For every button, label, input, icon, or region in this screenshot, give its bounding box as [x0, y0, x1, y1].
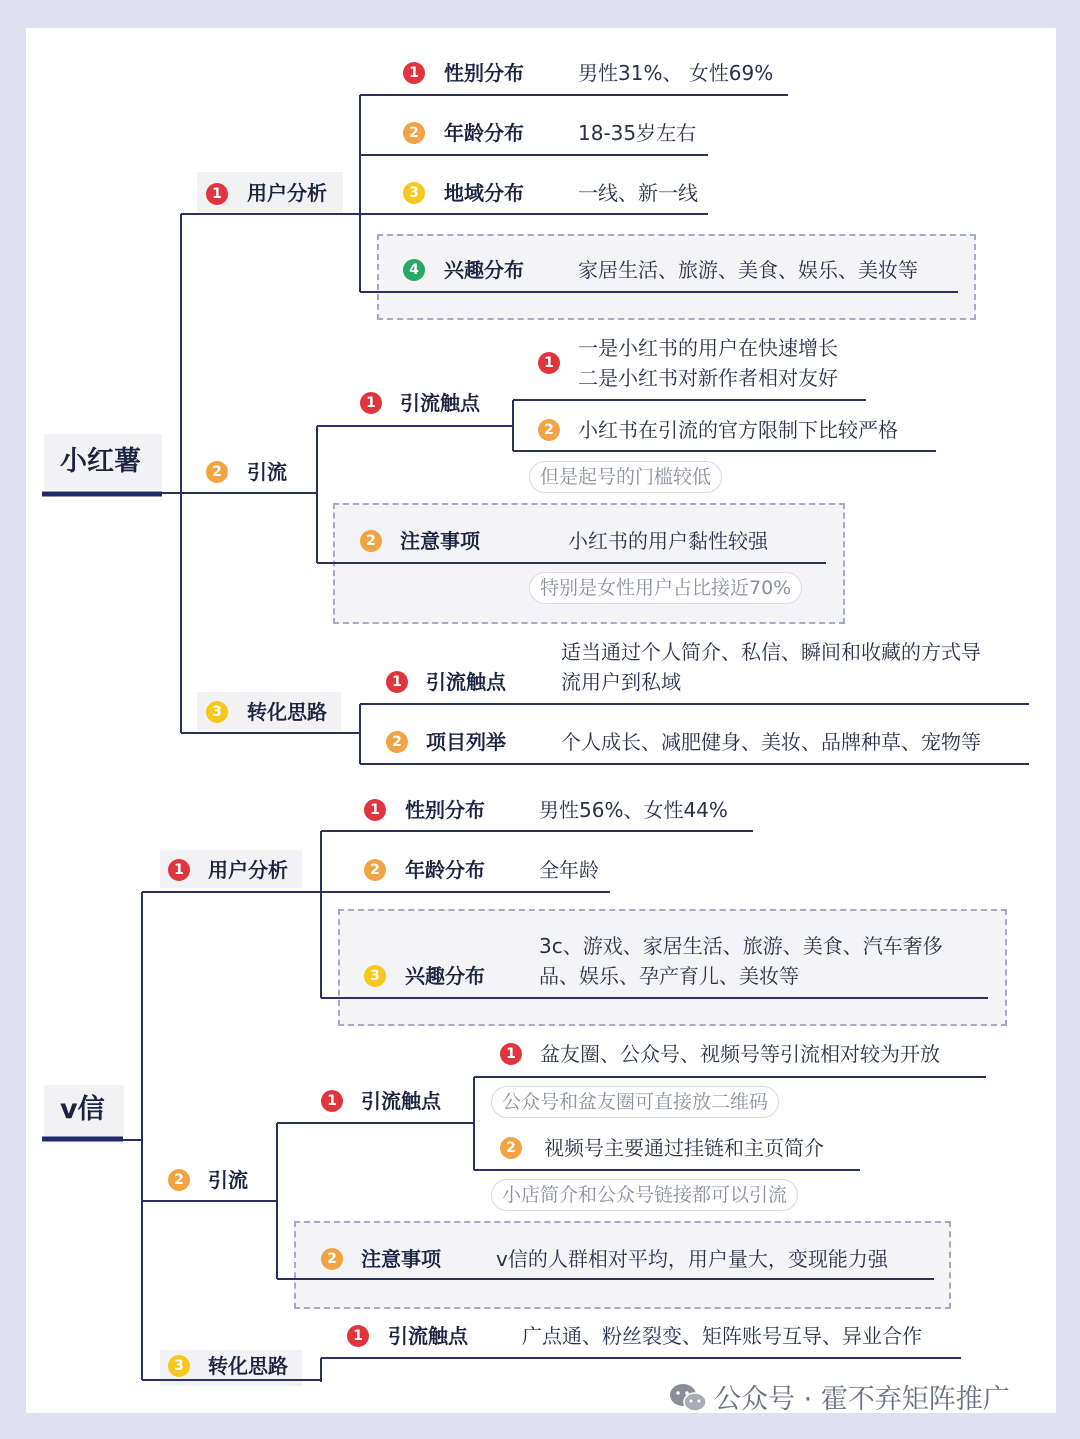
- gender-value: 男性31%、 女性69%: [578, 61, 774, 85]
- node-age: 年龄分布: [405, 858, 485, 882]
- touchpoint-video: 视频号主要通过挂链和主页简介: [544, 1136, 824, 1160]
- node-conversion-touchpoint: 引流触点: [426, 670, 506, 694]
- node-region: 地域分布: [444, 181, 524, 205]
- node-gender: 性别分布: [444, 61, 524, 85]
- wechat-icon: [668, 1381, 708, 1415]
- node-interest: 兴趣分布: [405, 964, 485, 988]
- node-caution: 注意事项: [361, 1247, 441, 1271]
- badge-1: 1: [321, 1090, 343, 1112]
- badge-1: 1: [500, 1043, 522, 1065]
- badge-2: 2: [168, 1169, 190, 1191]
- badge-3: 3: [206, 701, 228, 723]
- node-traffic: 引流: [208, 1168, 248, 1192]
- interest-value: 3c、游戏、家居生活、旅游、美食、汽车奢侈 品、娱乐、孕产育儿、美妆等: [539, 934, 943, 988]
- badge-2: 2: [364, 859, 386, 881]
- badge-1: 1: [538, 352, 560, 374]
- projects-value: 个人成长、减肥健身、美妆、品牌种草、宠物等: [561, 730, 981, 754]
- badge-2: 2: [206, 461, 228, 483]
- badge-1: 1: [206, 183, 228, 205]
- note-pill: 特别是女性用户占比接近70%: [529, 572, 802, 604]
- badge-2: 2: [386, 731, 408, 753]
- badge-1: 1: [364, 799, 386, 821]
- badge-1: 1: [360, 392, 382, 414]
- badge-1: 1: [168, 859, 190, 881]
- age-value: 18-35岁左右: [578, 121, 697, 145]
- interest-value: 家居生活、旅游、美食、娱乐、美妆等: [578, 258, 918, 282]
- age-value: 全年龄: [539, 858, 599, 882]
- badge-1: 1: [386, 671, 408, 693]
- node-age: 年龄分布: [444, 121, 524, 145]
- node-user-analysis: 用户分析: [247, 181, 327, 205]
- region-value: 一线、新一线: [578, 181, 698, 205]
- note-pill: 小店简介和公众号链接都可以引流: [491, 1179, 798, 1211]
- badge-2: 2: [360, 530, 382, 552]
- badge-2: 2: [538, 419, 560, 441]
- watermark-text: 公众号 · 霍不弃矩阵推广: [714, 1384, 1010, 1415]
- node-projects: 项目列举: [426, 730, 506, 754]
- mindmap-canvas: [26, 28, 1056, 1413]
- gender-value: 男性56%、女性44%: [539, 798, 728, 822]
- node-user-analysis: 用户分析: [208, 858, 288, 882]
- root-node-wx: v信: [60, 1094, 105, 1125]
- note-pill: 但是起号的门槛较低: [529, 461, 722, 493]
- caution-value: v信的人群相对平均，用户量大，变现能力强: [496, 1247, 888, 1271]
- badge-3: 3: [403, 182, 425, 204]
- badge-4: 4: [403, 259, 425, 281]
- conversion-touchpoint-value: 广点通、粉丝裂变、矩阵账号互导、异业合作: [522, 1324, 922, 1348]
- node-conversion: 转化思路: [247, 700, 327, 724]
- node-caution: 注意事项: [400, 529, 480, 553]
- node-traffic-touchpoint: 引流触点: [400, 391, 480, 415]
- badge-3: 3: [364, 965, 386, 987]
- badge-2: 2: [403, 122, 425, 144]
- badge-1: 1: [403, 62, 425, 84]
- touchpoint-reason: 一是小红书的用户在快速增长 二是小红书对新作者相对友好: [578, 336, 838, 390]
- touchpoint-open: 盆友圈、公众号、视频号等引流相对较为开放: [540, 1042, 940, 1066]
- node-interest: 兴趣分布: [444, 258, 524, 282]
- badge-2: 2: [500, 1137, 522, 1159]
- badge-2: 2: [321, 1248, 343, 1270]
- note-pill: 公众号和盆友圈可直接放二维码: [491, 1086, 779, 1118]
- badge-3: 3: [168, 1355, 190, 1377]
- node-conversion: 转化思路: [208, 1354, 288, 1378]
- node-conversion-touchpoint: 引流触点: [388, 1324, 468, 1348]
- caution-value: 小红书的用户黏性较强: [568, 529, 768, 553]
- node-gender: 性别分布: [405, 798, 485, 822]
- node-traffic-touchpoint: 引流触点: [361, 1089, 441, 1113]
- badge-1: 1: [347, 1325, 369, 1347]
- node-traffic: 引流: [247, 460, 287, 484]
- root-node-xhs: 小红薯: [60, 446, 141, 477]
- touchpoint-restriction: 小红书在引流的官方限制下比较严格: [578, 418, 898, 442]
- conversion-touchpoint-value: 适当通过个人简介、私信、瞬间和收藏的方式导 流用户到私域: [561, 640, 981, 694]
